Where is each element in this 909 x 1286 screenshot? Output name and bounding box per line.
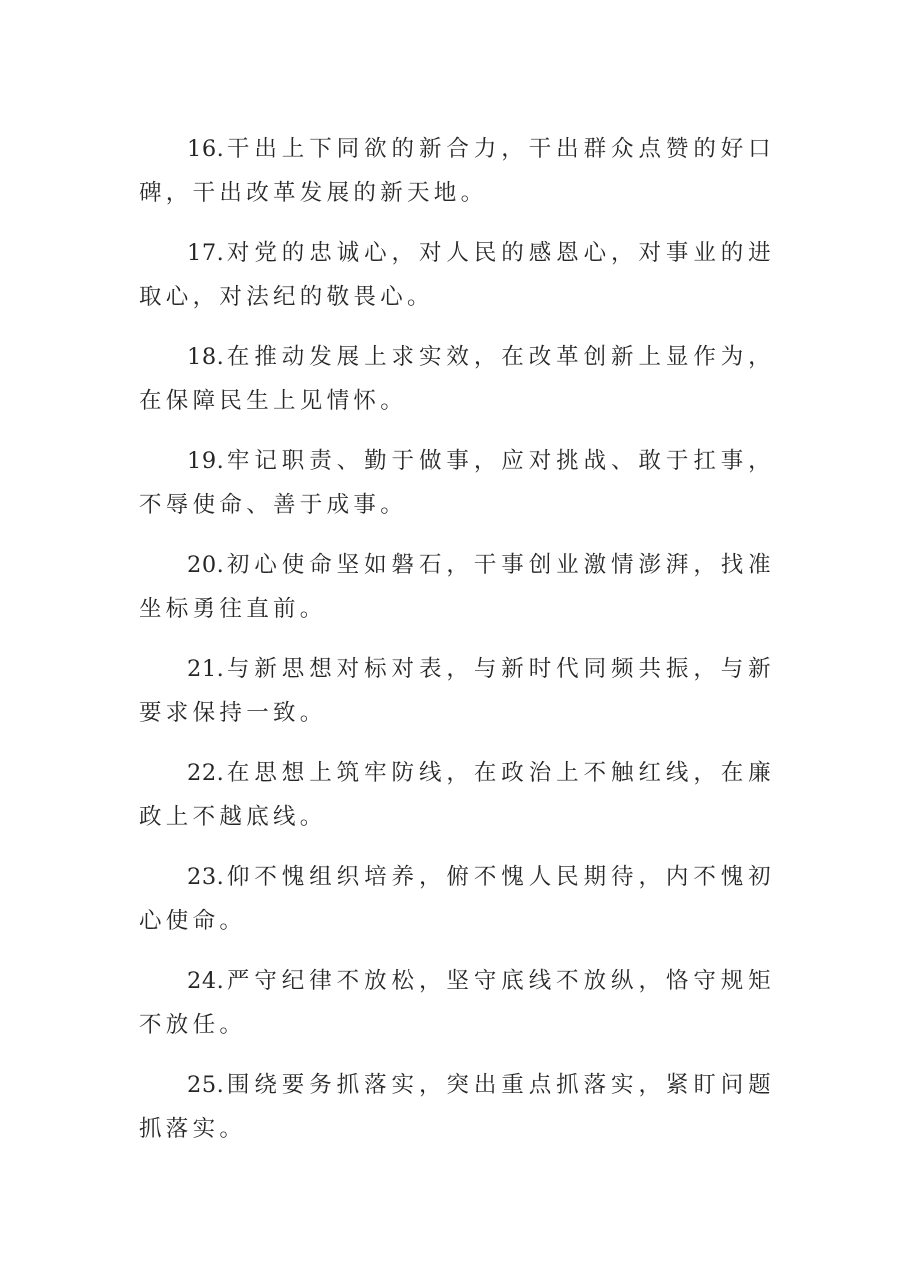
item-text: 在推动发展上求实效，在改革创新上显作为，在保障民生上见情怀。 [139, 344, 775, 414]
list-item [139, 855, 775, 943]
list-item [139, 335, 775, 423]
list-item [139, 127, 775, 215]
list-item [139, 231, 775, 319]
item-number: 18. [187, 344, 225, 370]
item-text: 严守纪律不放松，坚守底线不放纵，恪守规矩不放任。 [139, 968, 775, 1038]
item-number: 20. [187, 552, 225, 578]
item-text: 仰不愧组织培养，俯不愧人民期待，内不愧初心使命。 [139, 864, 775, 934]
list-item [139, 1063, 775, 1151]
item-text: 初心使命坚如磐石，干事创业激情澎湃，找准坐标勇往直前。 [139, 552, 775, 622]
item-number: 19. [187, 448, 225, 474]
item-number: 22. [187, 760, 225, 786]
list-item [139, 647, 775, 735]
document-body [139, 127, 775, 1167]
item-number: 17. [187, 240, 225, 266]
list-item [139, 959, 775, 1047]
item-number: 24. [187, 968, 225, 994]
item-text: 牢记职责、勤于做事，应对挑战、敢于扛事，不辱使命、善于成事。 [139, 448, 775, 518]
list-item [139, 543, 775, 631]
item-text: 在思想上筑牢防线，在政治上不触红线，在廉政上不越底线。 [139, 760, 775, 830]
item-number: 21. [187, 656, 225, 682]
item-number: 23. [187, 864, 225, 890]
item-text: 对党的忠诚心，对人民的感恩心，对事业的进取心，对法纪的敬畏心。 [139, 240, 775, 310]
list-item [139, 751, 775, 839]
list-item [139, 439, 775, 527]
item-number: 25. [187, 1072, 225, 1098]
item-text: 干出上下同欲的新合力，干出群众点赞的好口碑，干出改革发展的新天地。 [139, 136, 775, 206]
item-number: 16. [187, 136, 225, 162]
item-text: 围绕要务抓落实，突出重点抓落实，紧盯问题抓落实。 [139, 1072, 775, 1142]
item-text: 与新思想对标对表，与新时代同频共振，与新要求保持一致。 [139, 656, 775, 726]
